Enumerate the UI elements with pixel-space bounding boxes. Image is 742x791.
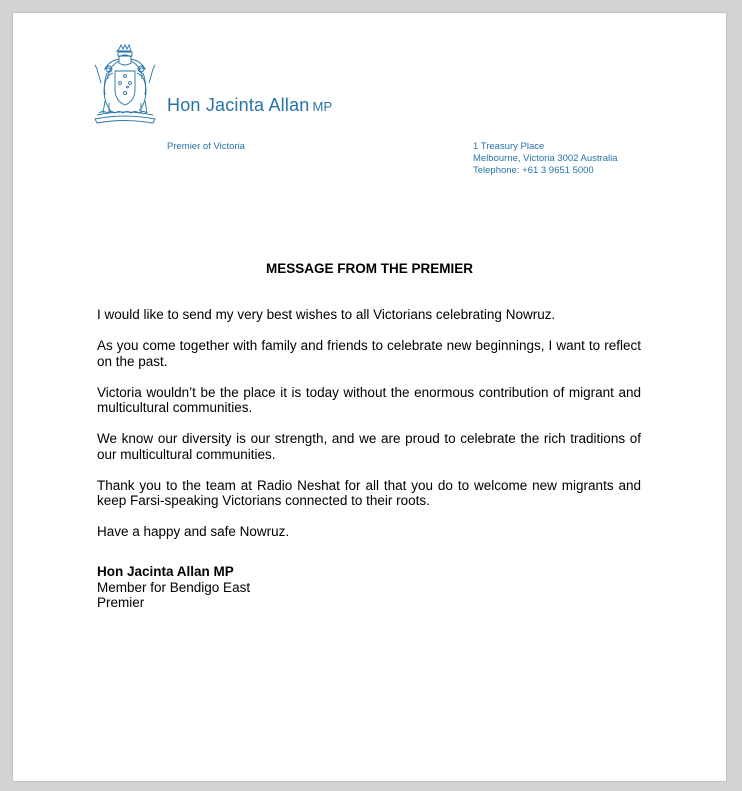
message-body — [97, 307, 641, 555]
signature-name: Hon Jacinta Allan MP — [97, 564, 234, 579]
body-paragraph: We know our diversity is our strength, and we are proud to celebrate the rich traditions of our multicultural communities. — [97, 431, 641, 462]
letterhead-name-suffix: MP — [312, 99, 333, 114]
signature-block — [97, 564, 250, 611]
signature-role: Member for Bendigo East — [97, 579, 251, 595]
signature-title: Premier — [97, 595, 145, 610]
letterhead-name — [167, 95, 332, 116]
victoria-coat-of-arms-icon — [89, 43, 157, 127]
body-paragraph: Victoria wouldn’t be the place it is today without the enormous contribution of migrant and multicultural communities. — [97, 384, 641, 415]
letterhead-name-text: Hon Jacinta Allan — [167, 95, 310, 115]
body-paragraph: I would like to send my very best wishes to all Victorians celebrating Nowruz. — [97, 307, 556, 322]
address-line: Telephone: +61 3 9651 5000 — [473, 165, 594, 176]
message-heading: MESSAGE FROM THE PREMIER — [265, 261, 473, 276]
body-paragraph: Thank you to the team at Radio Neshat for all that you do to welcome new migrants and keep Farsi-speaking Victorians connected to their roots. — [97, 477, 641, 508]
office-address — [473, 141, 618, 177]
letter-page — [13, 13, 726, 781]
office-title: Premier of Victoria — [167, 141, 245, 152]
body-paragraph: As you come together with family and friends to celebrate new beginnings, I want to reflect on the past. — [97, 338, 641, 369]
address-line: Melbourne, Victoria 3002 Australia — [473, 153, 618, 164]
body-paragraph: Have a happy and safe Nowruz. — [97, 524, 290, 539]
address-line: 1 Treasury Place — [473, 141, 545, 152]
